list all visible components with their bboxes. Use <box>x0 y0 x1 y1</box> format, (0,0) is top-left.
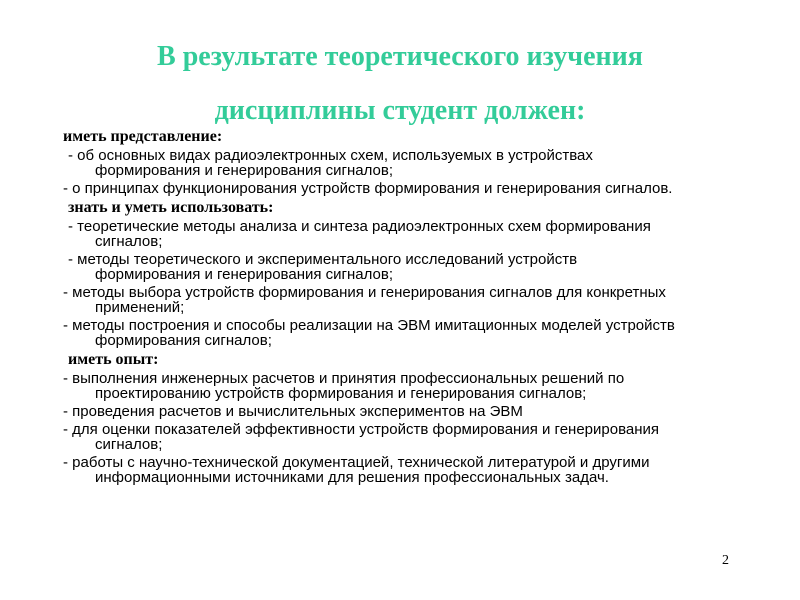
list-item-text: - выполнения инженерных расчетов и принятия профессиональных решений по <box>63 370 625 387</box>
list-item-continuation: формирования и генерирования сигналов; <box>95 266 394 283</box>
list-item <box>63 285 743 315</box>
list-item-continuation: информационными источниками для решения профессиональных задач. <box>95 469 609 486</box>
title-line-2: дисциплины студент должен: <box>214 95 586 126</box>
list-item-text: - методы построения и способы реализации на ЭВМ имитационных моделей устройств <box>63 317 675 334</box>
list-item <box>63 371 743 401</box>
list-item-text: - методы выбора устройств формирования и генерирования сигналов для конкретных <box>63 284 666 301</box>
list-item-text: - для оценки показателей эффективности устройств формирования и генерирования <box>63 421 659 438</box>
list-item-continuation: применений; <box>95 299 185 316</box>
list-item <box>63 318 743 348</box>
list-item-text: - теоретические методы анализа и синтеза радиоэлектронных схем формирования <box>68 218 651 235</box>
section-heading-know-and-use: знать и уметь использовать: <box>68 199 274 216</box>
list-item-continuation: формирования и генерирования сигналов; <box>95 162 394 179</box>
list-item-text: - методы теоретического и экспериментального исследований устройств <box>68 251 578 268</box>
list-item-text: - об основных видах радиоэлектронных схем, используемых в устройствах <box>68 147 593 164</box>
list-item-text: - проведения расчетов и вычислительных экспериментов на ЭВМ <box>63 403 523 420</box>
list-item <box>63 455 743 485</box>
list-item-text: - работы с научно-технической документацией, технической литературой и другими <box>63 454 650 471</box>
list-item-continuation: сигналов; <box>95 233 163 250</box>
list-item-continuation: формирования сигналов; <box>95 332 272 349</box>
list-item <box>63 422 743 452</box>
list-item <box>63 252 743 282</box>
page-number: 2 <box>722 553 729 568</box>
list-item <box>63 219 743 249</box>
list-item <box>63 404 743 419</box>
list-item-continuation: сигналов; <box>95 436 163 453</box>
list-item-text: - о принципах функционирования устройств формирования и генерирования сигналов. <box>63 180 673 197</box>
slide-title <box>0 30 800 138</box>
slide-body <box>63 128 743 488</box>
section-heading-representation: иметь представление: <box>63 128 223 145</box>
title-line-1: В результате теоретического изучения <box>157 41 643 72</box>
list-item-continuation: проектированию устройств формирования и генерирования сигналов; <box>95 385 587 402</box>
list-item <box>63 148 743 178</box>
section-heading-experience: иметь опыт: <box>68 351 159 368</box>
list-item <box>63 181 743 196</box>
